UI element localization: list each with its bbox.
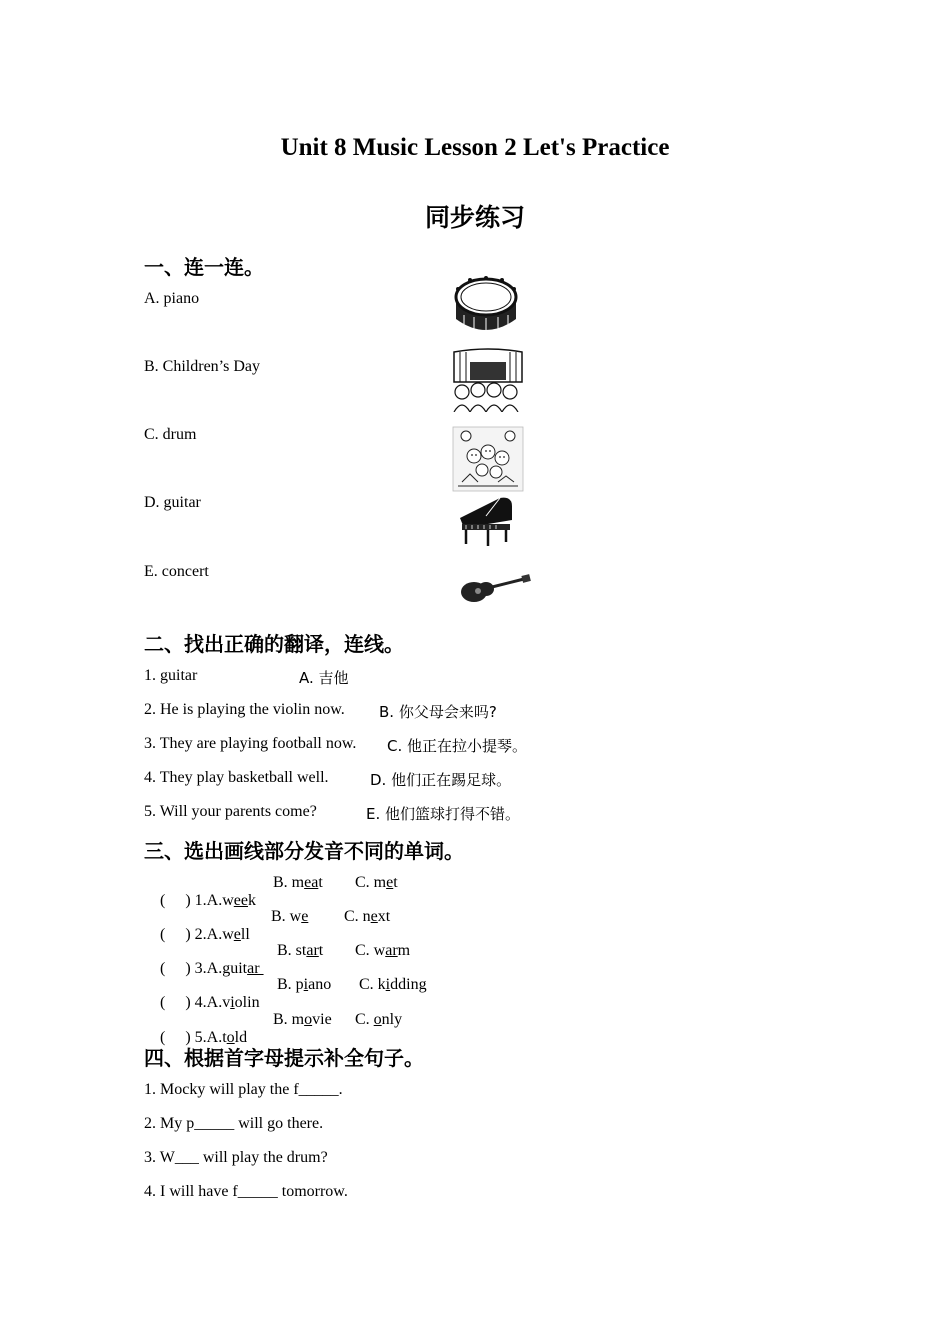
sentence-4: 4. I will have f_____ tomorrow. (144, 1183, 348, 1200)
phonics-row-1: ( ) 1.A.week (160, 892, 256, 909)
section-3-heading: 三、选出画线部分发音不同的单词。 (144, 839, 464, 863)
sentence-3: 3. W___ will play the drum? (144, 1149, 328, 1166)
phonics-option-c: C. warm (355, 942, 411, 959)
piano-icon (456, 494, 516, 548)
translation-right-c: C. 他正在拉小提琴。 (387, 737, 528, 755)
section-1-heading: 一、连一连。 (144, 255, 264, 279)
translation-right-d: D. 他们正在踢足球。 (370, 771, 512, 789)
phonics-option-c: C. only (355, 1011, 403, 1028)
phonics-option-b: B. meat (273, 874, 323, 891)
translation-left-5: 5. Will your parents come? (144, 803, 317, 820)
answer-bracket: ( ) 5.A. (160, 1029, 223, 1046)
phonics-option-c: C. next (344, 908, 391, 925)
phonics-option-b: B. we (271, 908, 309, 925)
drum-icon (452, 275, 520, 337)
phonics-option-b: B. start (277, 942, 324, 959)
phonics-row-4: ( ) 4.A.violin (160, 994, 260, 1011)
match-item-c: C. drum (144, 426, 197, 443)
match-item-b: B. Children’s Day (144, 358, 260, 375)
match-item-d: D. guitar (144, 494, 201, 511)
answer-bracket: ( ) 3.A. (160, 960, 223, 977)
translation-left-4: 4. They play basketball well. (144, 769, 329, 786)
phonics-row-2: ( ) 2.A.well (160, 926, 250, 943)
sentence-2: 2. My p_____ will go there. (144, 1115, 324, 1132)
answer-bracket: ( ) 4.A. (160, 994, 223, 1011)
page-title: Unit 8 Music Lesson 2 Let's Practice (280, 134, 670, 161)
guitar-icon (458, 570, 532, 606)
phonics-row-5: ( ) 5.A.told (160, 1029, 248, 1046)
match-item-a: A. piano (144, 290, 200, 307)
sentence-1: 1. Mocky will play the f_____. (144, 1081, 343, 1098)
section-4-heading: 四、根据首字母提示补全句子。 (144, 1046, 424, 1070)
answer-bracket: ( ) 2.A. (160, 926, 223, 943)
page-subtitle: 同步练习 (424, 203, 525, 232)
match-item-e: E. concert (144, 563, 209, 580)
answer-bracket: ( ) 1.A. (160, 892, 223, 909)
translation-left-3: 3. They are playing football now. (144, 735, 357, 752)
phonics-row-3: ( ) 3.A.guitar (160, 960, 264, 977)
phonics-option-c: C. met (355, 874, 398, 891)
translation-left-2: 2. He is playing the violin now. (144, 701, 345, 718)
phonics-option-c: C. kidding (359, 976, 427, 993)
translation-right-e: E. 他们篮球打得不错。 (366, 805, 521, 823)
translation-left-1: 1. guitar (144, 667, 198, 684)
childrens-day-icon (452, 426, 524, 492)
translation-right-a: A. 吉他 (299, 669, 349, 687)
phonics-option-b: B. movie (273, 1011, 332, 1028)
translation-right-b: B. 你父母会来吗? (379, 703, 497, 721)
section-2-heading: 二、找出正确的翻译，连线。 (144, 632, 404, 656)
phonics-option-b: B. piano (277, 976, 332, 993)
concert-icon (452, 348, 524, 412)
